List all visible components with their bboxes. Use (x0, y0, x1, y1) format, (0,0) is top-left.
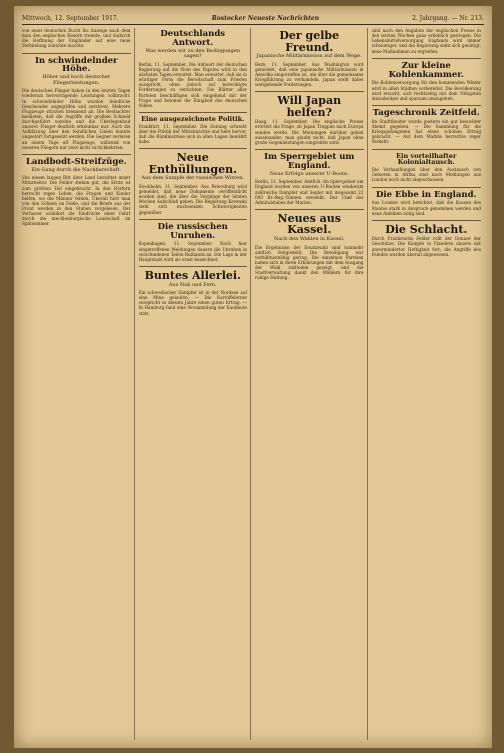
article-subheading: Aus Nah und Fern. (168, 281, 217, 288)
article-body: Berlin, 11. September. Die Antwort der deutschen Regierung auf die Note des Papstes wird in den nächsten Tagen erwartet. Man erwartet, daß sie in würdiger Form die Bereitschaft zum Frieden ausspricht, ohne jedoch auf berechtigte Forderungen zu verzichten. Die Blätter aller Parteien beschäftigen sich eingehend mit der Frage und betonen die Einigkeit des deutschen Volkes. (138, 61, 247, 108)
article-headline: Der gelbe Freund. (279, 29, 340, 54)
article-divider (372, 58, 482, 59)
article (255, 30, 364, 87)
article-subheading: Ein Gang durch die Nachbarschaft. (31, 166, 122, 173)
article (372, 58, 482, 101)
header-date: Mittwoch, 12. September 1917. (22, 14, 119, 22)
article-subheading: Nach den Wahlen in Kassel. (273, 236, 345, 242)
article-body: Haag, 11. September. Die englische Presse erörtert die Frage, ob Japan Truppen nach Europa senden werde. Die Meinungen darüber gehen auseinander; man glaubt nicht, daß Japan ohne große Gegenleistungen eingreifen wird. (255, 119, 364, 145)
page-header (22, 12, 484, 25)
article-body: Durch Frankreichs Felder rollt der Donner der Geschütze. Die Kämpfe in Flandern dauern mit unverminderter Heftigkeit fort; die Angriffe des Feindes wurden überall abgewiesen. (371, 236, 481, 257)
article-headline: Tageschronik Zeitfeld. (372, 107, 480, 118)
article (22, 28, 131, 49)
article (372, 187, 482, 216)
article-divider (372, 105, 482, 106)
newspaper-page (14, 6, 492, 748)
article (139, 148, 248, 214)
article-body: Kopenhagen, 11. September. Nach hier eingetroffenen Meldungen dauern die Unruhen in verschiedenen Teilen Rußlands an. Die Lage in der Hauptstadt wird als ernst bezeichnet. (138, 241, 247, 262)
article-divider (22, 53, 131, 54)
article-body: Die Kohlenversorgung für den kommenden Winter wird in allen Städten vorbereitet. Die Bevölkerung wird ersucht, sich rechtzeitig mit dem Nötigsten einzudecken und sparsam umzugehen. (371, 80, 481, 101)
article-body: Berlin, 11. September. Amtlich. Im Sperrgebiet um England wurden von unseren U-Booten wiederum zahlreiche Dampfer und Segler mit insgesamt 22 000 Br.-Reg.-Tonnen versenkt. Der Chef des Admiralstabes der Marine. (255, 179, 364, 205)
article-divider (139, 148, 248, 149)
article-body: Stockholm, 11. September. Aus Petersburg wird gemeldet, daß neue Dokumente veröffentlicht worden sind, die über die Vorgänge der letzten Wochen Aufschluß geben. Die Regierung Kerenski sieht sich wachsenden Schwierigkeiten gegenüber. (138, 183, 247, 215)
article-body: von einer deutschen Bucht bis Anzeige nach dem man den englischen Bauern trennte, und dadurch die Hoffnung der Engländer auf eine neue Verbindung zunichte machte. (22, 28, 131, 49)
masthead-title: Rostocker Neueste Nachrichten (211, 14, 320, 22)
article (255, 149, 364, 205)
article (255, 91, 364, 145)
column-1 (22, 28, 135, 740)
columns-container (22, 28, 484, 740)
article-headline: Im Sperrgebiet um England. (264, 151, 355, 171)
article-headline: Die Ebbe in England. (376, 189, 477, 200)
article (22, 154, 131, 227)
article-body: Von einem langen Ritt über Land berichtet unser Mitarbeiter. Die Felder stehen gut, die Ernte ist zum größten Teil eingebracht. In den Dörfern herrscht reges Leben, die Frauen und Kinder helfen, wo die Männer fehlen. Überall hört man von den Söhnen im Felde, und die Briefe aus der Front werden in den Stuben vorgelesen. Der Verfasser schildert die Eindrücke einer Fahrt durch die mecklenburgische Landschaft im Spätsommer. (22, 175, 131, 227)
column-2 (139, 28, 252, 740)
article-subheading: Aus dem Sumpfe der russischen Wirren. (141, 175, 244, 182)
article-subheading: Japanische Militärmission auf dem Wege. (256, 53, 362, 60)
article-subheading: Was werden wir zu den Bedingungen sagen? (145, 47, 240, 60)
article (255, 209, 364, 280)
article-divider (139, 266, 248, 267)
article-divider (255, 209, 364, 210)
article-divider (139, 112, 248, 113)
article-body: Die Ergebnisse der Ersatzwahl sind nunmehr amtlich festgestellt. Die Beteiligung war verhältnismäßig gering. Die einzelnen Parteien haben sich in ihren Erklärungen mit dem Ausgang der Wahl zufrieden gezeigt, und die Stadtverwaltung dankt den Wählern für ihre ruhige Haltung. (255, 244, 364, 281)
article-divider (255, 91, 364, 92)
article-headline: Die Schlacht. (385, 222, 468, 236)
article (372, 220, 482, 257)
article-headline: Neue Enthüllungen. (148, 151, 237, 176)
article (22, 53, 131, 150)
article-divider (255, 149, 364, 150)
article-body: Die Verhandlungen über den Austausch von Gebieten in Afrika sind nach Meldungen aus London noch nicht abgeschlossen. (371, 167, 481, 183)
article-headline: Die russischen Unruhen. (157, 221, 228, 241)
article-divider (372, 187, 482, 188)
article (139, 112, 248, 144)
article-headline: Deutschlands Antwort. (160, 29, 226, 48)
article-body: Die deutschen Flieger haben in den letzten Tagen wiederum hervorragende Leistungen vollbracht. In schwindelnder Höhe wurden feindliche Geschwader angegriffen und zerstreut. Mehrere Flugzeuge stürzten brennend ab. Die Beobachter meldeten, daß die Angriffe mit großem Schneid durchgeführt wurden und die Überlegenheit unserer Flieger deutlich erkennbar war. Auch die Aufklärung über den feindlichen Linien konnte ungestört fortgesetzt werden. Die Gegner verloren an einem Tage elf Flugzeuge, während von unseren Fliegern nur zwei nicht zurückkehrten. (22, 88, 131, 150)
column-3 (255, 28, 368, 740)
column-4 (372, 28, 485, 740)
article-subheading: Höher und hoch deutscher Fliegerleistungen. (42, 74, 111, 86)
article-headline: Zur kleine Kohlenkammer. (388, 60, 464, 80)
article-body: Aus London wird berichtet, daß die Kassen des Staates stark in Anspruch genommen werden und neue Anleihen nötig sind. (371, 200, 481, 216)
article-divider (22, 154, 131, 155)
article-headline: In schwindelnder Höhe. (34, 55, 118, 75)
article-divider (139, 219, 248, 220)
article (139, 266, 248, 316)
article (139, 219, 248, 262)
article (139, 30, 248, 108)
article-headline: Landbodt-Streifzüge. (25, 156, 127, 167)
article-headline: Eine ausgezeichnete Politik. (141, 114, 245, 123)
article-body: Frankfurt, 11. September. Die Zeitung schreibt über die Politik der Mittelmächte und hebt hervor, daß die Bündnistreue sich in allen Lagen bewährt habe. (138, 123, 247, 145)
article-headline: Buntes Allerlei. (144, 268, 241, 282)
article-subheading: Neue Erfolge unserer U-Boote. (269, 170, 349, 177)
article-body: sind nach den Angaben der englischen Presse in den letzten Wochen ganz erheblich gestiegen. Die Lebensmittelversorgung Englands wird immer schwieriger, und die Regierung sieht sich genötigt, neue Maßnahmen zu ergreifen. (371, 28, 481, 54)
article-divider (372, 220, 482, 221)
header-issue: 2. Jahrgang. — Nr. 213. (412, 14, 484, 22)
article (372, 28, 482, 54)
article-divider (372, 149, 482, 150)
article (372, 149, 482, 183)
article-body: Ein schwedischer Dampfer ist in der Nordsee auf eine Mine gelaufen. — Die Kartoffelernte verspricht in diesem Jahre einen guten Ertrag. — In Hamburg fand eine Versammlung der Kaufleute statt. (138, 290, 247, 316)
article-headline: Will Japan helfen? (277, 94, 342, 119)
article (372, 105, 482, 145)
article-headline: Neues aus Kassel. (277, 211, 341, 237)
article-body: Im Stadttheater wurde gestern ein gut besuchter Abend gegeben. — Die Sammlung für die Kriegsgefangenen hat einen schönen Ertrag gebracht. — Auf dem Markte herrschte reger Verkehr. (371, 118, 481, 145)
article-headline: Ein vorteilhafter Kolonialtausch. (396, 151, 457, 167)
article-body: Bern, 11. September. Aus Washington wird gemeldet, daß eine japanische Militärmission in Amerika eingetroffen ist, um über die gemeinsame Kriegführung zu verhandeln. Japan stellt dabei weitgehende Forderungen. (255, 61, 364, 88)
